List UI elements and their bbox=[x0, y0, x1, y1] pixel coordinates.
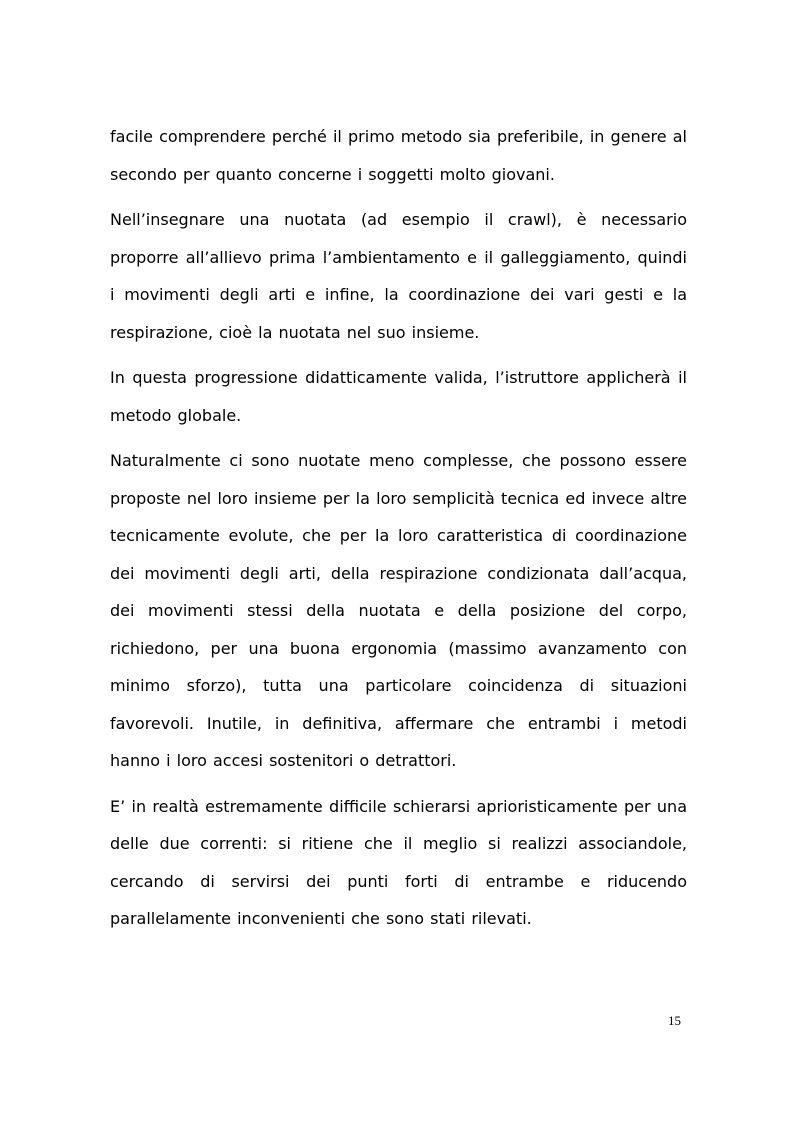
page-number: 15 bbox=[668, 1013, 681, 1028]
paragraph-5: E’ in realtà estremamente difficile schierarsi aprioristicamente per una delle due correnti: si ritiene che il meglio si realizzi associandole, cercando di servirsi dei punti forti di entrambe e riducendo parallelamente inconvenienti che sono stati rilevati. bbox=[110, 796, 687, 928]
paragraph-1: facile comprendere perché il primo metodo sia preferibile, in genere al secondo per quanto concerne i soggetti molto giovani. bbox=[110, 127, 687, 184]
document-page bbox=[110, 118, 687, 946]
paragraph-3: In questa progressione didatticamente valida, l’istruttore applicherà il metodo globale. bbox=[110, 368, 687, 425]
paragraph-4: Naturalmente ci sono nuotate meno complesse, che possono essere proposte nel loro insieme per la loro semplicità tecnica ed invece altre tecnicamente evolute, che per la loro caratteristica di coordinazione dei movimenti degli arti, della respirazione condizionata dall’acqua, dei movimenti stessi della nuotata e della posizione del corpo, richiedono, per una buona ergonomia (massimo avanzamento con minimo sforzo), tutta una particolare coincidenza di situazioni favorevoli. Inutile, in definitiva, affermare che entrambi i metodi hanno i loro accesi sostenitori o detrattori. bbox=[110, 451, 687, 770]
paragraph-2: Nell’insegnare una nuotata (ad esempio il crawl), è necessario proporre all’allievo prima l’ambientamento e il galleggiamento, quindi i movimenti degli arti e infine, la coordinazione dei vari gesti e la respirazione, cioè la nuotata nel suo insieme. bbox=[110, 210, 687, 342]
